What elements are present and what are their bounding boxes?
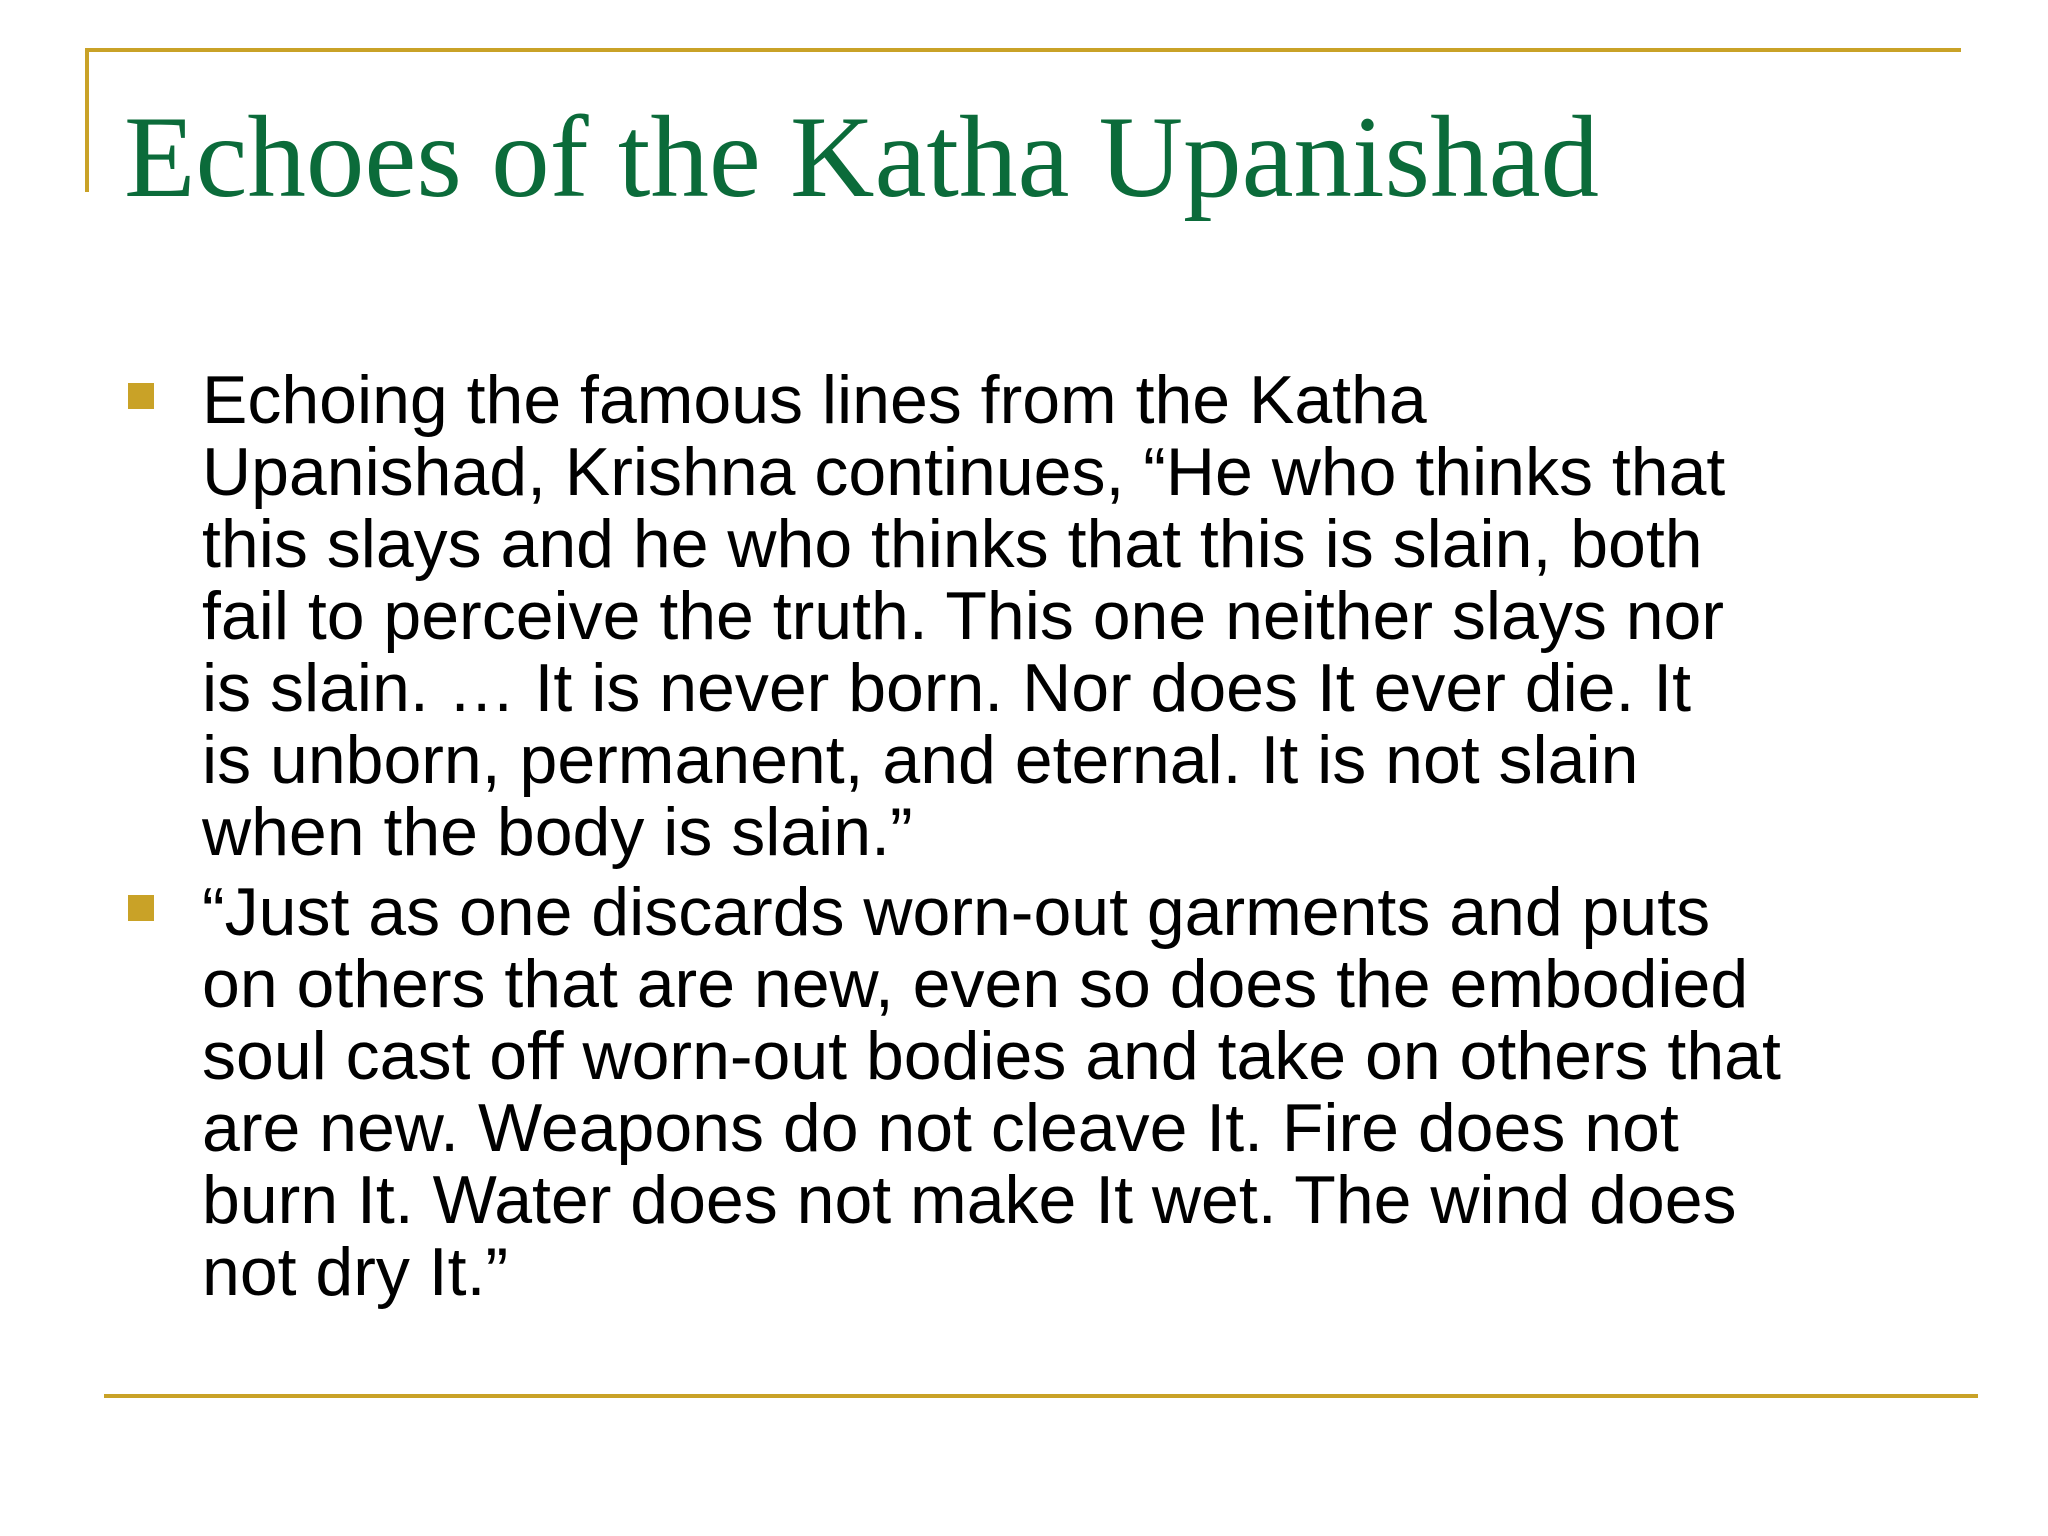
square-bullet-icon bbox=[128, 895, 154, 921]
bullet-text-line: is slain. … It is never born. Nor does It ever die. It bbox=[202, 650, 1692, 726]
top-accent-rule bbox=[85, 48, 1961, 52]
bullet-item bbox=[128, 364, 1948, 868]
bullet-text-line: burn It. Water does not make It wet. The wind does bbox=[202, 1162, 1737, 1238]
bullet-text-line: soul cast off worn-out bodies and take on others that bbox=[202, 1018, 1781, 1094]
left-accent-rule bbox=[85, 48, 89, 192]
bullet-text-line: are new. Weapons do not cleave It. Fire does not bbox=[202, 1090, 1679, 1166]
bullet-text-line: this slays and he who thinks that this is slain, both bbox=[202, 506, 1703, 582]
bullet-text-line: fail to perceive the truth. This one neither slays nor bbox=[202, 578, 1724, 654]
slide-title: Echoes of the Katha Upanishad bbox=[124, 93, 1600, 222]
bullet-text-line: when the body is slain.” bbox=[202, 794, 913, 870]
bullet-text-line: Upanishad, Krishna continues, “He who thinks that bbox=[202, 434, 1726, 510]
bullet-list bbox=[128, 364, 1948, 1316]
bullet-text-line: Echoing the famous lines from the Katha bbox=[202, 362, 1427, 438]
bullet-item bbox=[128, 876, 1948, 1308]
bottom-accent-rule bbox=[104, 1394, 1978, 1398]
bullet-text-line: is unborn, permanent, and eternal. It is not slain bbox=[202, 722, 1639, 798]
bullet-text-line: on others that are new, even so does the embodied bbox=[202, 946, 1749, 1022]
bullet-text-line: not dry It.” bbox=[202, 1234, 509, 1310]
square-bullet-icon bbox=[128, 383, 154, 409]
bullet-text-line: “Just as one discards worn-out garments and puts bbox=[202, 874, 1711, 950]
